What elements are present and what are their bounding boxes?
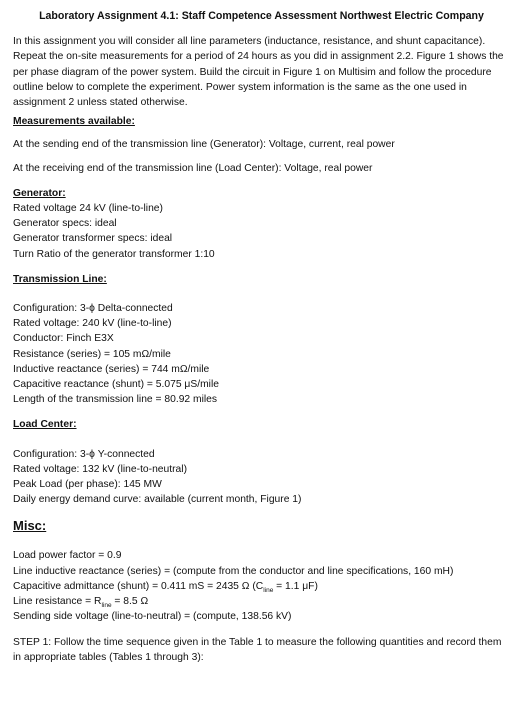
load-center-line: Daily energy demand curve: available (current month, Figure 1) [13,494,302,506]
transmission-line-item: Conductor: Finch E3X [13,333,114,345]
transmission-line-item: Resistance (series) = 105 mΩ/mile [13,348,171,360]
generator-heading: Generator: [13,187,66,199]
cap-text-end: = 1.1 μF) [273,580,318,592]
transmission-line-item: Inductive reactance (series) = 744 mΩ/mile [13,363,210,375]
generator-line: Rated voltage 24 kV (line-to-line) [13,203,163,215]
transmission-line-item: Configuration: 3-ϕ Delta-connected [13,303,173,315]
intro-paragraph: In this assignment you will consider all line parameters (inductance, resistance, and shunt capacitance). Repeat the on-site measurements for a period of 24 hours as you did in assignment 2.2. Figure 1 shows the per phase diagram of the power system. Build the circuit in Figure 1 on Multisim and follow the procedure outline below to complete the experiment. Power system information is the same as the one used in assignment 2 unless stated otherwise. [13,36,504,109]
misc-inductive-reactance: Line inductive reactance (series) = (compute from the conductor and line specifications, 160 mH) [13,565,454,577]
misc-sending-voltage: Sending side voltage (line-to-neutral) = (compute, 138.56 kV) [13,611,292,623]
transmission-heading: Transmission Line: [13,273,107,285]
misc-heading: Misc: [13,518,47,534]
generator-line: Turn Ratio of the generator transformer 1:10 [13,248,215,260]
measurements-sending: At the sending end of the transmission line (Generator): Voltage, current, real power [13,139,395,151]
load-center-line: Peak Load (per phase): 145 MW [13,479,162,491]
transmission-line-item: Capacitive reactance (shunt) = 5.075 μS/mile [13,379,219,391]
res-subscript: line [101,602,112,610]
generator-line: Generator specs: ideal [13,218,117,230]
document-title: Laboratory Assignment 4.1: Staff Competence Assessment Northwest Electric Company [39,10,484,22]
misc-line-resistance [13,594,510,609]
res-text-end: = 8.5 Ω [111,596,149,608]
load-center-heading: Load Center: [13,419,77,431]
measurements-receiving: At the receiving end of the transmission line (Load Center): Voltage, real power [13,162,373,174]
measurements-heading: Measurements available: [13,116,135,128]
misc-power-factor: Load power factor = 0.9 [13,550,122,562]
misc-capacitive-admittance [13,579,510,594]
step1-paragraph: STEP 1: Follow the time sequence given in the Table 1 to measure the following quantities and record them in appropriate tables (Tables 1 through 3): [13,636,502,663]
load-center-line: Configuration: 3-ϕ Y-connected [13,448,155,460]
cap-subscript: line [263,586,274,594]
cap-text: Capacitive admittance (shunt) = 0.411 mS = 2435 Ω (C [13,580,264,592]
transmission-line-item: Length of the transmission line = 80.92 miles [13,394,218,406]
transmission-line-item: Rated voltage: 240 kV (line-to-line) [13,318,172,330]
res-text: Line resistance = R [13,596,102,608]
load-center-line: Rated voltage: 132 kV (line-to-neutral) [13,463,187,475]
generator-line: Generator transformer specs: ideal [13,233,173,245]
